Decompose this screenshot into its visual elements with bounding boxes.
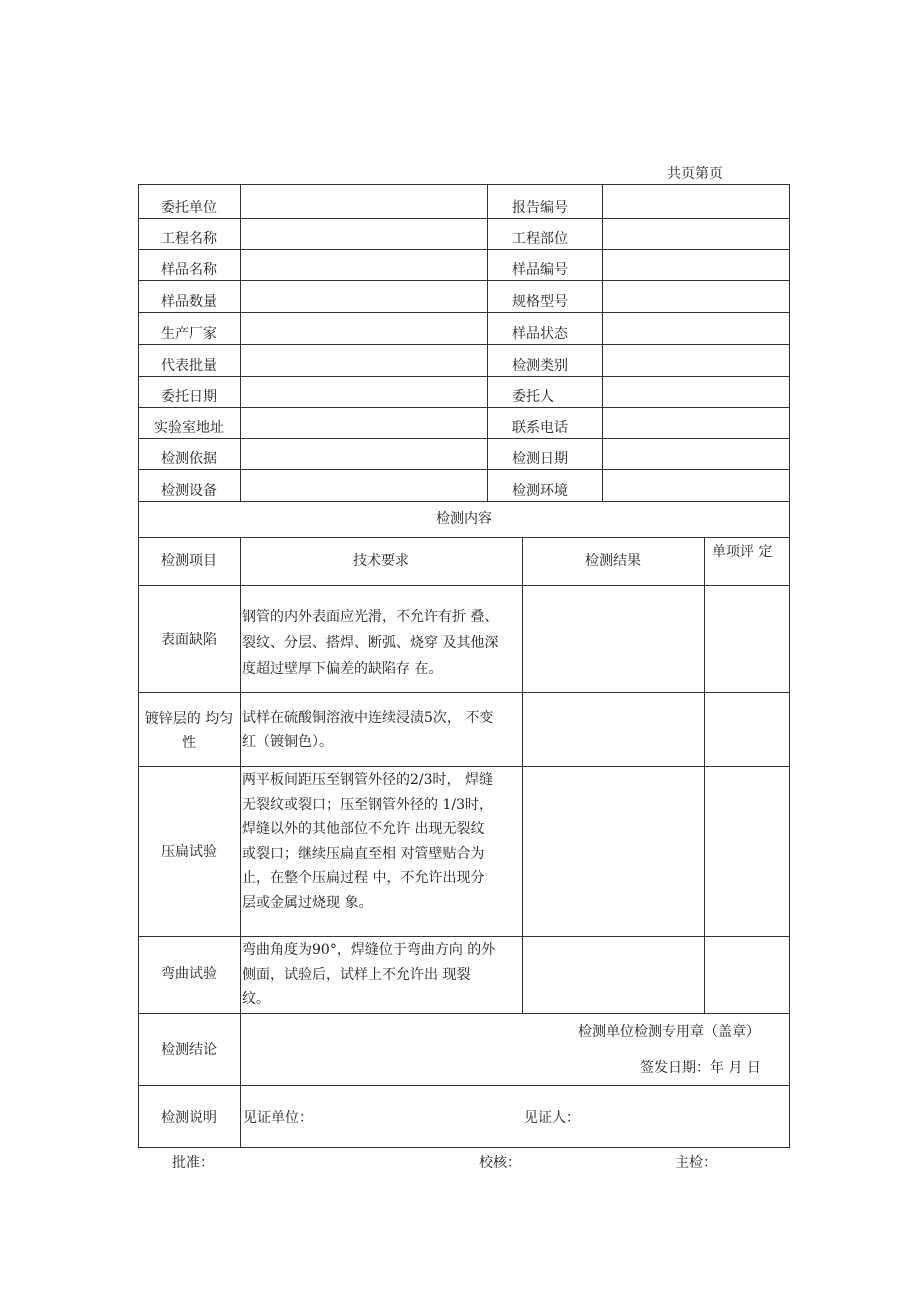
witness-unit: 见证单位：	[243, 1110, 313, 1126]
page-count: 共页第页	[667, 166, 723, 182]
test-item-requirement: 两平板间距压至钢管外径的2/3时， 焊缝 无裂纹或裂口；压至钢管外径的 1/3时， 焊缝以外的其他部位不允许 出现无裂纹 或裂口；继续压扁直至相 对管壁贴合为 止，在整个压扁过程 中，不允许出现分 层或金属过烧现 象。	[242, 772, 493, 911]
info-label-right: 规格型号	[512, 294, 568, 310]
divider	[138, 376, 790, 377]
divider	[138, 585, 790, 586]
review-label: 校核：	[479, 1155, 521, 1171]
info-value-right[interactable]	[606, 262, 786, 278]
test-item-name: 表面缺陷	[161, 632, 217, 648]
divider	[138, 537, 790, 538]
info-value-left[interactable]	[244, 200, 484, 216]
info-value-left[interactable]	[244, 451, 484, 467]
divider	[138, 766, 790, 767]
divider	[138, 249, 790, 250]
divider	[138, 312, 790, 313]
stamp-text: 检测单位检测专用章（盖章）	[578, 1024, 760, 1040]
test-item-requirement: 试样在硫酸铜溶液中连续浸渍5次， 不变 红（镀铜色）。	[242, 710, 494, 750]
divider	[138, 469, 790, 470]
header-result: 检测结果	[585, 553, 641, 569]
info-value-right[interactable]	[606, 326, 786, 342]
divider	[138, 407, 790, 408]
info-label-right: 检测类别	[512, 358, 568, 374]
test-item-name: 性	[182, 735, 196, 751]
divider	[138, 344, 790, 345]
info-value-right[interactable]	[606, 483, 786, 499]
info-label-left: 委托日期	[161, 389, 217, 405]
witness-person: 见证人：	[524, 1110, 580, 1126]
divider	[522, 537, 523, 1013]
info-value-right[interactable]	[606, 451, 786, 467]
info-label-left: 检测依据	[161, 451, 217, 467]
info-value-left[interactable]	[244, 231, 484, 247]
divider	[240, 184, 241, 501]
info-value-right[interactable]	[606, 358, 786, 374]
conclusion-label: 检测结论	[161, 1042, 217, 1058]
notes-label: 检测说明	[161, 1110, 217, 1126]
info-label-right: 样品状态	[512, 326, 568, 342]
info-value-right[interactable]	[606, 200, 786, 216]
divider	[602, 184, 603, 501]
info-label-left: 检测设备	[161, 483, 217, 499]
info-label-left: 样品名称	[161, 262, 217, 278]
issue-date: 签发日期：年 月 日	[640, 1060, 761, 1076]
info-value-right[interactable]	[606, 231, 786, 247]
info-label-left: 生产厂家	[161, 326, 217, 342]
info-value-right[interactable]	[606, 294, 786, 310]
info-label-left: 代表批量	[161, 358, 217, 374]
test-item-name: 镀锌层的 均匀	[144, 711, 234, 727]
test-item-name: 压扁试验	[161, 844, 217, 860]
info-label-right: 检测日期	[512, 451, 568, 467]
divider	[138, 280, 790, 281]
test-item-requirement: 弯曲角度为90°，焊缝位于弯曲方向 的外 侧面，试验后，试样上不允许出 现裂 纹。	[242, 942, 496, 1008]
header-item: 检测项目	[161, 553, 217, 569]
info-label-right: 报告编号	[512, 200, 568, 216]
header-requirement: 技术要求	[353, 553, 409, 569]
info-value-right[interactable]	[606, 420, 786, 436]
section-title: 检测内容	[436, 511, 492, 527]
info-value-left[interactable]	[244, 294, 484, 310]
approve-label: 批准：	[172, 1155, 214, 1171]
header-verdict: 单项评 定	[712, 544, 773, 560]
divider	[138, 1013, 790, 1014]
divider	[138, 501, 790, 502]
divider	[138, 936, 790, 937]
info-label-right: 联系电话	[512, 420, 568, 436]
info-value-right[interactable]	[606, 389, 786, 405]
info-label-right: 委托人	[512, 389, 554, 405]
divider	[704, 537, 705, 1013]
info-value-left[interactable]	[244, 358, 484, 374]
info-label-right: 检测环境	[512, 483, 568, 499]
divider	[138, 692, 790, 693]
info-value-left[interactable]	[244, 326, 484, 342]
divider	[487, 184, 488, 501]
info-label-left: 实验室地址	[154, 420, 224, 436]
info-value-left[interactable]	[244, 420, 484, 436]
info-label-left: 工程名称	[161, 231, 217, 247]
divider	[138, 218, 790, 219]
info-value-left[interactable]	[244, 262, 484, 278]
info-value-left[interactable]	[244, 389, 484, 405]
info-label-left: 样品数量	[161, 294, 217, 310]
divider	[138, 1085, 790, 1086]
info-value-left[interactable]	[244, 483, 484, 499]
info-label-left: 委托单位	[161, 200, 217, 216]
test-item-requirement: 钢管的内外表面应光滑，不允许有折 叠、 裂纹、分层、搭焊、断弧、烧穿 及其他深 度超过壁厚下偏差的缺陷存 在。	[242, 609, 499, 677]
divider	[240, 537, 241, 1148]
inspector-label: 主检：	[675, 1155, 717, 1171]
info-label-right: 工程部位	[512, 231, 568, 247]
divider	[138, 438, 790, 439]
info-label-right: 样品编号	[512, 262, 568, 278]
test-item-name: 弯曲试验	[161, 966, 217, 982]
